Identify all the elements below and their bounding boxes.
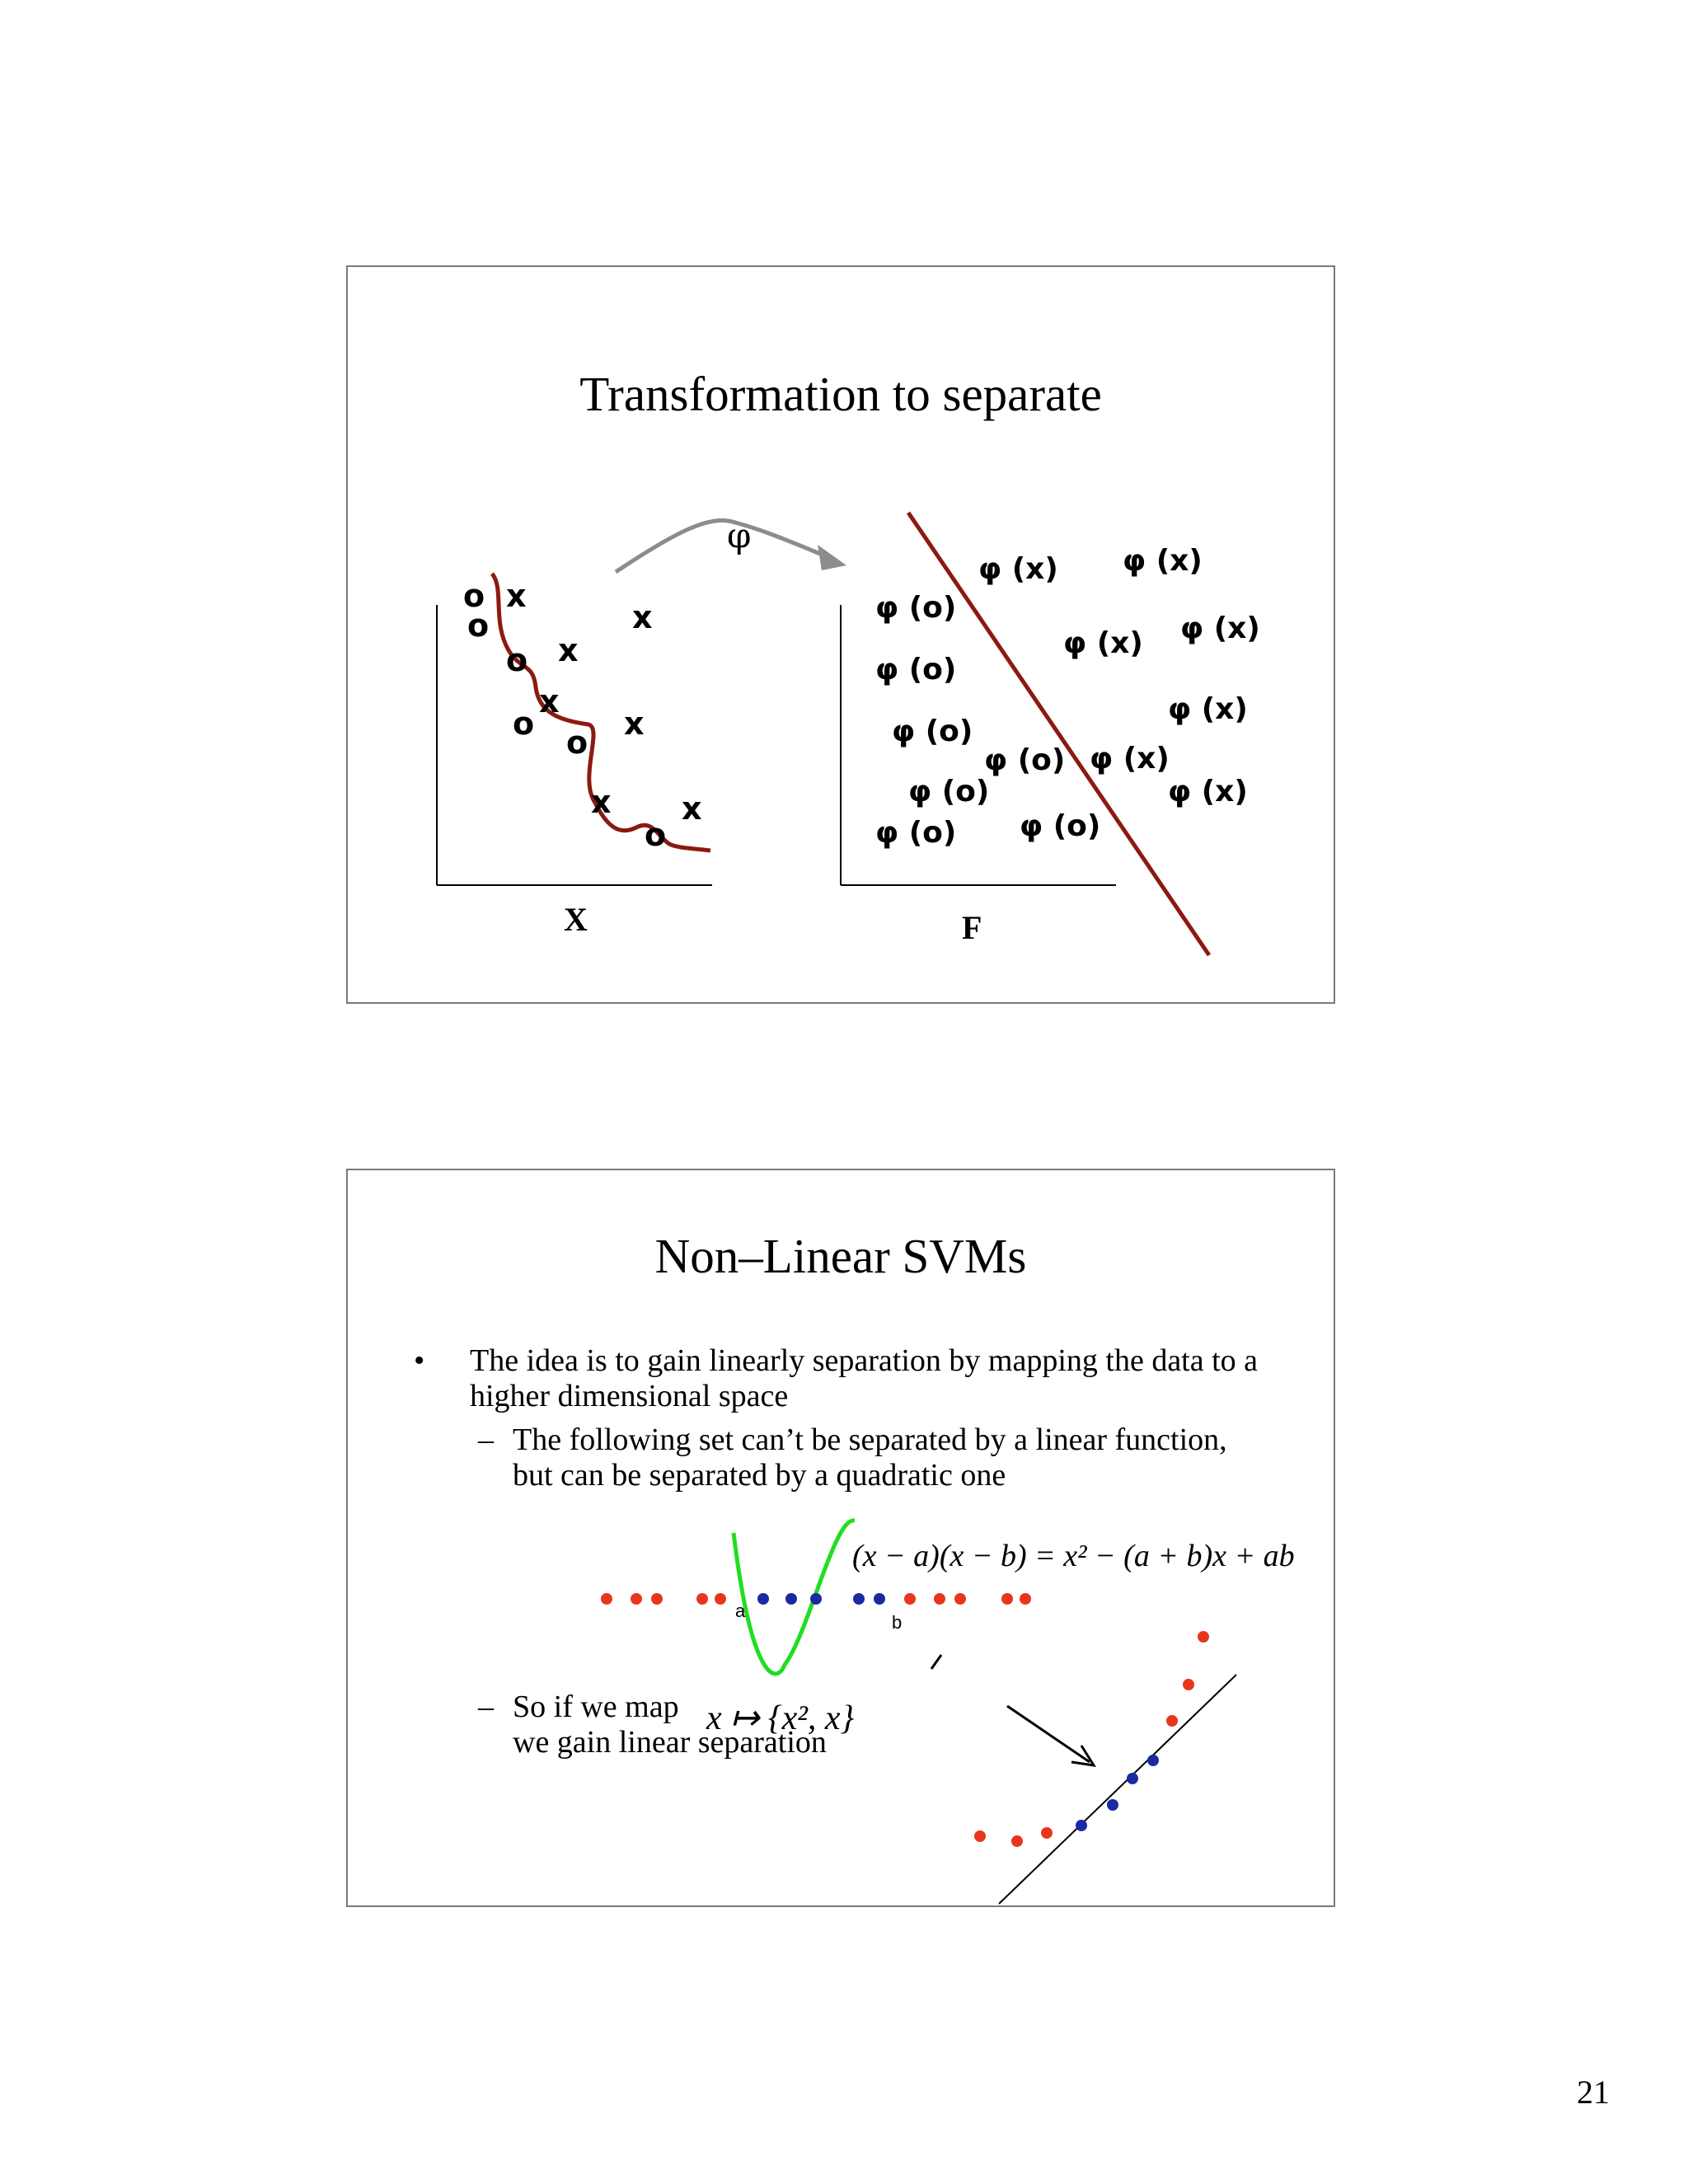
dot-red (1020, 1593, 1031, 1605)
point-phi-x: φ (x) (1168, 692, 1248, 726)
phi-label: φ (727, 515, 752, 555)
slide-transformation (346, 265, 1335, 1004)
point-o: o (566, 724, 588, 761)
dot-red (631, 1593, 642, 1605)
dot-red (696, 1593, 708, 1605)
point-o: o (467, 607, 490, 644)
dot-red (1041, 1827, 1053, 1839)
phi-arrow (616, 521, 834, 573)
dot-red (601, 1593, 612, 1605)
equation: (x − a)(x − b) = x² − (a + b)x + ab (852, 1539, 1295, 1573)
quadratic-diagram (348, 1170, 1337, 1909)
point-x: x (591, 784, 612, 820)
right-points (875, 544, 1260, 850)
point-o: o (506, 642, 528, 678)
sub-bullet-item (463, 1690, 958, 1760)
point-phi-o: φ (o) (908, 775, 990, 808)
point-phi-o: φ (o) (984, 743, 1066, 777)
point-phi-o: φ (o) (892, 715, 973, 748)
dot-red (1183, 1679, 1194, 1690)
sub-bullet-line: So if we map (513, 1690, 679, 1724)
point-phi-x: φ (x) (1090, 742, 1170, 776)
point-x: x (506, 578, 527, 614)
dot-blue (853, 1593, 865, 1605)
right-axis-label: F (962, 909, 982, 946)
map-arrow (1007, 1706, 1090, 1762)
separating-line (999, 1675, 1236, 1904)
point-phi-x: φ (x) (1123, 544, 1203, 578)
transformation-diagram (348, 267, 1337, 1005)
dot-blue (785, 1593, 797, 1605)
point-phi-x: φ (x) (1180, 612, 1260, 645)
dot-red (651, 1593, 663, 1605)
point-x: x (632, 599, 653, 635)
bullet-text: The idea is to gain linearly separation by mapping the data to a higher dimensional space (470, 1343, 1259, 1413)
page-number: 21 (1577, 2074, 1610, 2111)
sub-bullet-line: but can be separated by a quadratic one (513, 1458, 1006, 1493)
slide-title: Non–Linear SVMs (654, 1229, 1027, 1283)
point-phi-o: φ (o) (875, 816, 957, 850)
dot-blue (1107, 1799, 1118, 1811)
point-x: x (539, 683, 560, 719)
point-phi-x: φ (x) (1168, 775, 1248, 808)
dot-red (954, 1593, 966, 1605)
point-x: x (682, 790, 702, 827)
tick-mark (931, 1655, 941, 1669)
dot-blue (1147, 1755, 1159, 1766)
dot-blue (874, 1593, 885, 1605)
map-arrowhead (1071, 1746, 1094, 1765)
point-phi-o: φ (o) (1020, 809, 1101, 843)
bullet-symbol: • (414, 1343, 425, 1378)
point-phi-o: φ (o) (875, 653, 957, 687)
dot-red (904, 1593, 916, 1605)
dot-red (1001, 1593, 1013, 1605)
point-phi-x: φ (x) (1063, 626, 1143, 660)
slide-nonlinear-svms (346, 1169, 1335, 1907)
point-x: x (558, 632, 579, 668)
point-o: o (645, 817, 667, 853)
dash-symbol: – (478, 1690, 494, 1724)
point-phi-x: φ (x) (978, 552, 1058, 586)
mapping-formula: x ↦ {x², x} (706, 1699, 855, 1737)
dot-blue (1076, 1820, 1087, 1831)
label-a: a (735, 1601, 746, 1621)
dot-blue (757, 1593, 769, 1605)
dash-symbol: – (478, 1422, 494, 1457)
point-x: x (624, 705, 645, 742)
point-o: o (513, 705, 535, 742)
dot-red (934, 1593, 945, 1605)
left-axis-label: X (564, 901, 588, 938)
dot-red (1166, 1715, 1178, 1727)
one-d-points (601, 1593, 1031, 1605)
dot-red (1011, 1835, 1023, 1847)
dot-red (715, 1593, 726, 1605)
dot-blue (1127, 1773, 1138, 1784)
sub-bullet-line: The following set can’t be separated by a linear function, (513, 1422, 1227, 1457)
dot-red (974, 1830, 986, 1842)
phi-arrowhead (818, 545, 846, 570)
sub-bullet-line: we gain linear separation (513, 1725, 827, 1760)
point-o: o (463, 578, 485, 614)
slide-title: Transformation to separate (579, 367, 1102, 421)
point-phi-o: φ (o) (875, 591, 957, 625)
dot-red (1198, 1631, 1209, 1643)
dot-blue (810, 1593, 822, 1605)
label-b: b (892, 1612, 903, 1633)
